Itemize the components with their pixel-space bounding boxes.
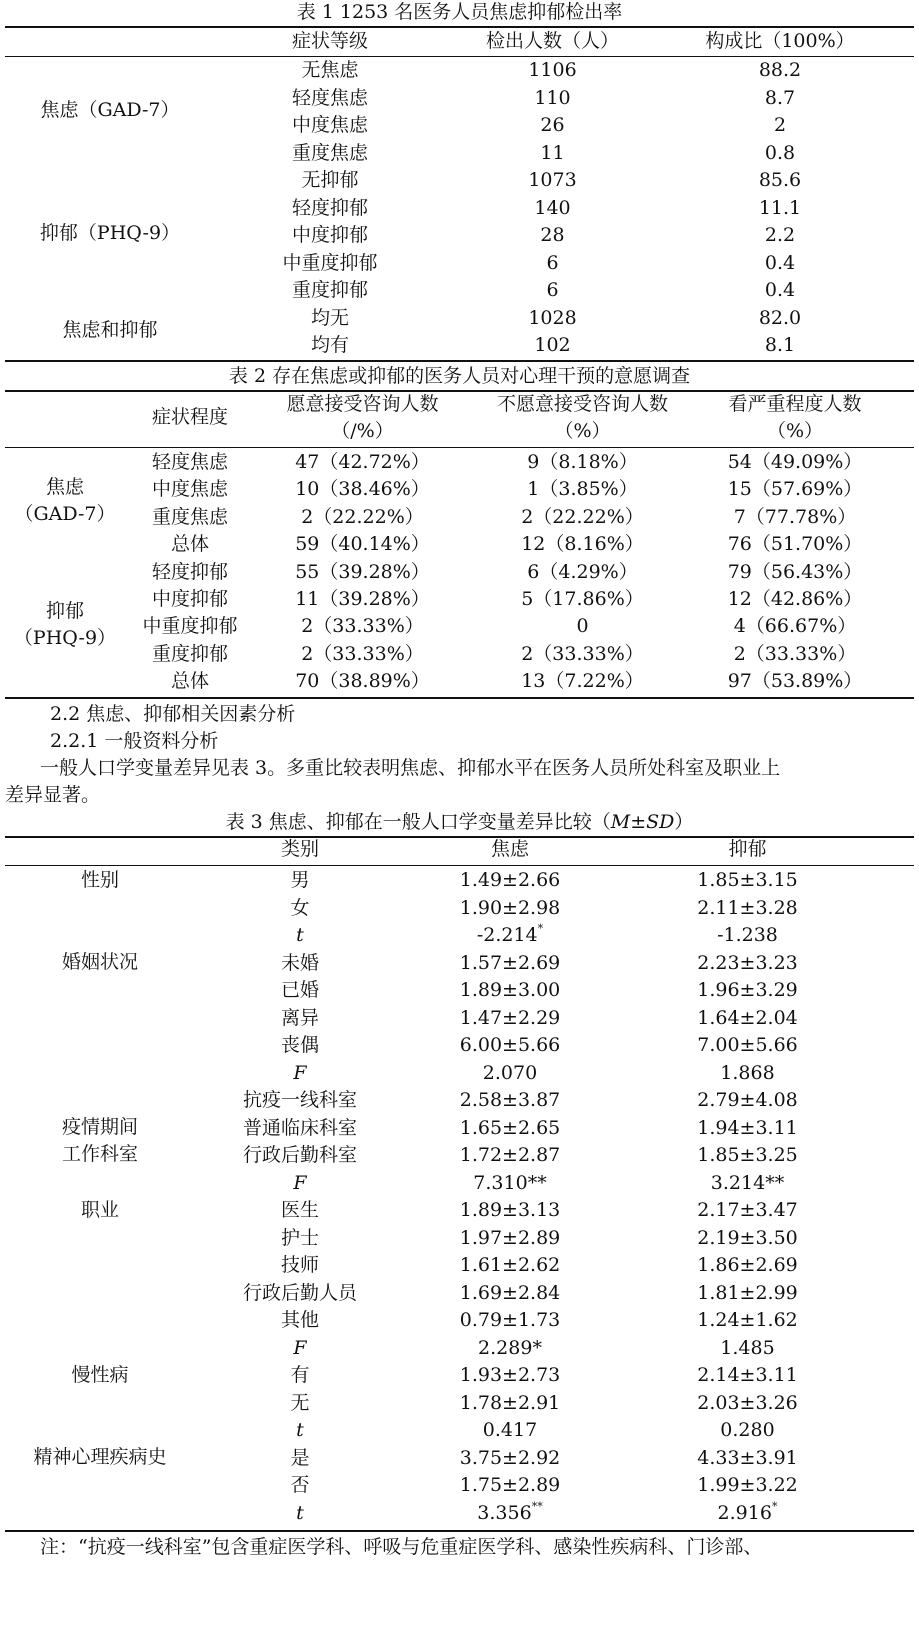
table3-cell-category: t [296,1419,304,1441]
table1-caption: 表 1 1253 名医务人员焦虑抑郁检出率 [296,1,623,23]
table1-cell-grade: 中重度抑郁 [282,252,378,274]
table3-cell-depression: 0.280 [720,1419,775,1441]
table1-cell-ratio: 0.4 [764,252,796,274]
table3-group-label: 精神心理疾病史 [33,1446,167,1468]
table3-header-anxiety: 焦虑 [490,838,529,860]
table2-cell-depends: 7（77.78%） [733,506,857,528]
table2-caption: 表 2 存在焦虑或抑郁的医务人员对心理干预的意愿调查 [228,365,691,387]
table3-cell-category: 技师 [280,1254,319,1276]
table1-cell-grade: 重度焦虑 [291,142,368,164]
table2-cell-unwilling: 0 [576,615,589,637]
table3-cell-anxiety: 1.97±2.89 [459,1227,561,1249]
table1-cell-grade: 中度抑郁 [291,224,368,246]
table3-cell-category: 护士 [280,1227,319,1249]
table2-header-unwilling-unit: （%） [554,420,611,442]
table2-header-unwilling: 不愿意接受咨询人数 [496,393,668,415]
table3-cell-depression: 1.24±1.62 [697,1309,798,1331]
table3-cell-category: 普通临床科室 [242,1117,357,1139]
table3-cell-category: t [296,924,304,946]
table2-cell-willing: 70（38.89%） [295,670,430,692]
table3-cell-category: 有 [290,1364,310,1386]
table3-cell-anxiety: 1.47±2.29 [459,1007,561,1029]
table2-cell-depends: 12（42.86%） [727,588,863,610]
table1-cell-count: 102 [534,334,571,356]
table2-cell-severity: 总体 [170,670,209,692]
table3-cell-anxiety: 0.79±1.73 [459,1309,561,1331]
table3-cell-category: 男 [290,869,310,891]
table3-cell-depression: 1.85±3.15 [697,869,798,891]
table3-cell-anxiety: 1.57±2.69 [459,952,561,974]
table3-cell-depression: 2.14±3.11 [697,1364,798,1386]
subsection-heading: 2.2.1 一般资料分析 [50,730,219,752]
table3-group-label: 慢性病 [71,1364,129,1386]
table1-cell-count: 6 [546,279,559,301]
table2-cell-unwilling: 2（33.33%） [521,643,644,665]
table3-cell-depression: 2.19±3.50 [697,1227,798,1249]
table3-cell-anxiety: 1.69±2.84 [459,1282,561,1304]
table2-cell-willing: 59（40.14%） [295,533,430,555]
table1-cell-ratio: 8.7 [764,87,796,109]
table2-cell-severity: 重度焦虑 [151,506,228,528]
table2-cell-unwilling: 2（22.22%） [521,506,644,528]
table2-cell-depends: 4（66.67%） [733,615,857,637]
table3-cell-anxiety: 1.49±2.66 [459,869,561,891]
table3-cell-anxiety: 2.289* [478,1337,542,1359]
table3-cell-category: 是 [290,1447,310,1469]
table3-cell-category: 行政后勤人员 [242,1282,357,1304]
table2-cell-severity: 中度焦虑 [151,478,228,500]
table2-group-label: 抑郁 [45,600,84,622]
paragraph-line-2: 差异显著。 [5,784,101,806]
table3-cell-depression: 2.17±3.47 [697,1199,798,1221]
section-heading: 2.2 焦虑、抑郁相关因素分析 [50,703,296,725]
table2-cell-severity: 轻度焦虑 [151,451,228,473]
table3-cell-depression: -1.238 [717,924,778,946]
table1-cell-count: 11 [540,142,565,164]
table1-cell-ratio: 0.8 [764,142,796,164]
table3-cell-depression: 4.33±3.91 [697,1447,798,1469]
table3-cell-anxiety: 1.89±3.13 [459,1199,561,1221]
table3-cell-category: 女 [290,897,310,919]
table3-cell-depression: 2.23±3.23 [697,952,798,974]
table2-cell-unwilling: 5（17.86%） [521,588,644,610]
table2-group-label-scale: （GAD-7） [14,503,116,525]
table3-cell-anxiety: 6.00±5.66 [459,1034,561,1056]
table3-cell-anxiety: 1.61±2.62 [459,1254,561,1276]
table1-header-count: 检出人数（人） [485,30,619,52]
table2-cell-severity: 总体 [170,533,209,555]
table3-cell-category: 无 [290,1392,310,1414]
table2-header-willing: 愿意接受咨询人数 [286,393,439,415]
table1-header-grade: 症状等级 [291,30,368,52]
table3-cell-anxiety: 1.93±2.73 [459,1364,561,1386]
table1-cell-ratio: 88.2 [758,59,802,81]
paragraph-line-1: 一般人口学变量差异见表 3。多重比较表明焦虑、抑郁水平在医务人员所处科室及职业上 [40,757,781,779]
table3-caption-msd: M±SD [610,811,675,833]
table3-cell-category: 未婚 [280,952,319,974]
table3-header-category: 类别 [280,838,319,860]
table3-cell-depression: 1.85±3.25 [697,1144,798,1166]
table3-group-label: 职业 [80,1199,119,1221]
table2-header-depends: 看严重程度人数 [728,393,862,415]
table3-group-label: 婚姻状况 [61,951,138,973]
table3-cell-category: 医生 [280,1199,319,1221]
table2-cell-severity: 中重度抑郁 [142,615,238,637]
table2-header-rule [5,447,914,448]
table2-cell-depends: 2（33.33%） [733,643,857,665]
table2-cell-willing: 47（42.72%） [295,451,430,473]
table1-group-label: 焦虑和抑郁 [62,319,158,341]
table3-cell-category: 行政后勤科室 [242,1144,357,1166]
table1-cell-count: 140 [534,197,571,219]
table1-bottom-rule [5,360,914,362]
table3-cell-anxiety: 3.356** [477,1500,543,1524]
table3-cell-depression: 1.96±3.29 [697,979,798,1001]
table1-header-ratio: 构成比（100%） [705,30,855,52]
table1-cell-ratio: 85.6 [758,169,802,191]
table1-cell-ratio: 2.2 [764,224,796,246]
table1-cell-grade: 均无 [310,307,349,329]
table3-cell-category: 否 [290,1474,310,1496]
table3-cell-depression: 2.11±3.28 [697,897,798,919]
table3-cell-anxiety: 2.58±3.87 [459,1089,561,1111]
table3-group-label: 工作科室 [61,1143,138,1165]
table3-cell-depression: 1.86±2.69 [697,1254,798,1276]
table2-cell-willing: 11（39.28%） [295,588,430,610]
table2-cell-willing: 2（22.22%） [301,506,424,528]
table3-bottom-rule [5,1530,914,1532]
table3-group-label: 性别 [80,869,119,891]
table2-header-willing-unit: （/%） [331,420,394,442]
table2-cell-unwilling: 12（8.16%） [521,533,644,555]
table3-cell-depression: 1.99±3.22 [697,1474,798,1496]
table1-cell-grade: 无抑郁 [301,169,359,191]
table2-cell-willing: 55（39.28%） [295,561,430,583]
table1-cell-grade: 均有 [310,334,349,356]
table3-cell-depression: 7.00±5.66 [697,1034,798,1056]
table2-cell-unwilling: 1（3.85%） [527,478,638,500]
table3-cell-category: 抗疫一线科室 [242,1089,357,1111]
table1-cell-count: 1106 [528,59,577,81]
table2-group-label: 焦虑 [45,476,84,498]
table3-cell-anxiety: 1.75±2.89 [459,1474,561,1496]
table1-cell-grade: 轻度焦虑 [291,87,368,109]
table2-bottom-rule [5,697,914,699]
table3-cell-category: 其他 [280,1309,319,1331]
table1-cell-count: 26 [540,114,565,136]
table3-header-rule [5,865,914,866]
table1-cell-count: 110 [534,87,571,109]
table3-cell-anxiety: 3.75±2.92 [459,1447,561,1469]
table2-cell-willing: 2（33.33%） [301,615,424,637]
table2-cell-depends: 54（49.09%） [727,451,863,473]
table3-group-label: 疫情期间 [61,1116,138,1138]
table3-cell-category: 离异 [280,1007,319,1029]
table3-cell-depression: 3.214** [710,1172,785,1194]
table2-header-depends-unit: （%） [766,420,824,442]
table2-cell-unwilling: 6（4.29%） [527,561,638,583]
table2-cell-depends: 79（56.43%） [727,561,863,583]
table1-group-label: 焦虑（GAD-7） [40,99,180,121]
table1-cell-count: 1028 [528,307,577,329]
table3-cell-anxiety: 2.070 [482,1062,538,1084]
table2-cell-severity: 重度抑郁 [151,643,228,665]
table3-cell-depression: 2.916* [717,1500,778,1524]
table3-cell-anxiety: 1.90±2.98 [459,897,561,919]
table3-cell-depression: 2.03±3.26 [697,1392,798,1414]
table3-cell-anxiety: 7.310** [473,1172,547,1194]
table1-cell-grade: 重度抑郁 [291,279,368,301]
table3-cell-anxiety: 1.65±2.65 [459,1117,561,1139]
table3-cell-anxiety: 0.417 [482,1419,538,1441]
table2-cell-depends: 76（51.70%） [727,533,863,555]
table3-cell-depression: 1.485 [720,1337,775,1359]
table3-cell-depression: 2.79±4.08 [697,1089,798,1111]
table2-cell-depends: 15（57.69%） [727,478,863,500]
table3-header-depression: 抑郁 [728,838,767,860]
table3-cell-depression: 1.868 [720,1062,775,1084]
table3-cell-category: 丧偶 [280,1034,319,1056]
table3-cell-anxiety: 1.78±2.91 [459,1392,561,1414]
table1-cell-ratio: 82.0 [758,307,802,329]
table2-cell-willing: 2（33.33%） [301,643,424,665]
table2-header-severity: 症状程度 [151,406,228,428]
table3-cell-depression: 1.94±3.11 [697,1117,798,1139]
table3-cell-anxiety: 1.89±3.00 [459,979,561,1001]
table2-cell-unwilling: 13（7.22%） [521,670,644,692]
table2-cell-unwilling: 9（8.18%） [527,451,638,473]
table3-cell-category: F [293,1172,307,1194]
table1-cell-count: 28 [540,224,565,246]
table3-cell-category: F [293,1337,307,1359]
table2-cell-willing: 10（38.46%） [295,478,430,500]
table2-cell-depends: 97（53.89%） [727,670,863,692]
table2-cell-severity: 中度抑郁 [151,588,228,610]
table3-cell-category: 已婚 [280,979,319,1001]
table3-cell-category: F [293,1062,307,1084]
table2-cell-severity: 轻度抑郁 [151,561,228,583]
table1-cell-count: 1073 [528,169,577,191]
table1-cell-count: 6 [546,252,559,274]
table1-cell-grade: 轻度抑郁 [291,197,368,219]
table3-cell-category: t [296,1502,304,1524]
table3-caption: 表 3 焦虑、抑郁在一般人口学变量差异比较（M±SD） [225,811,694,833]
table3-cell-anxiety: -2.214* [476,922,544,946]
footnote: 注：“抗疫一线科室”包含重症医学科、呼吸与危重症医学科、感染性疾病科、门诊部、 [40,1536,763,1558]
table1-cell-ratio: 8.1 [764,334,796,356]
table2-group-label-scale: （PHQ-9） [13,627,117,649]
table1-group-label: 抑郁（PHQ-9） [39,222,181,244]
table3-cell-depression: 1.81±2.99 [697,1282,798,1304]
table1-cell-grade: 中度焦虑 [291,114,368,136]
table3-cell-anxiety: 1.72±2.87 [459,1144,561,1166]
table3-cell-depression: 1.64±2.04 [697,1007,798,1029]
table1-cell-ratio: 2 [773,114,787,136]
table1-cell-grade: 无焦虑 [301,59,359,81]
table1-cell-ratio: 11.1 [758,197,802,219]
table1-cell-ratio: 0.4 [764,279,796,301]
